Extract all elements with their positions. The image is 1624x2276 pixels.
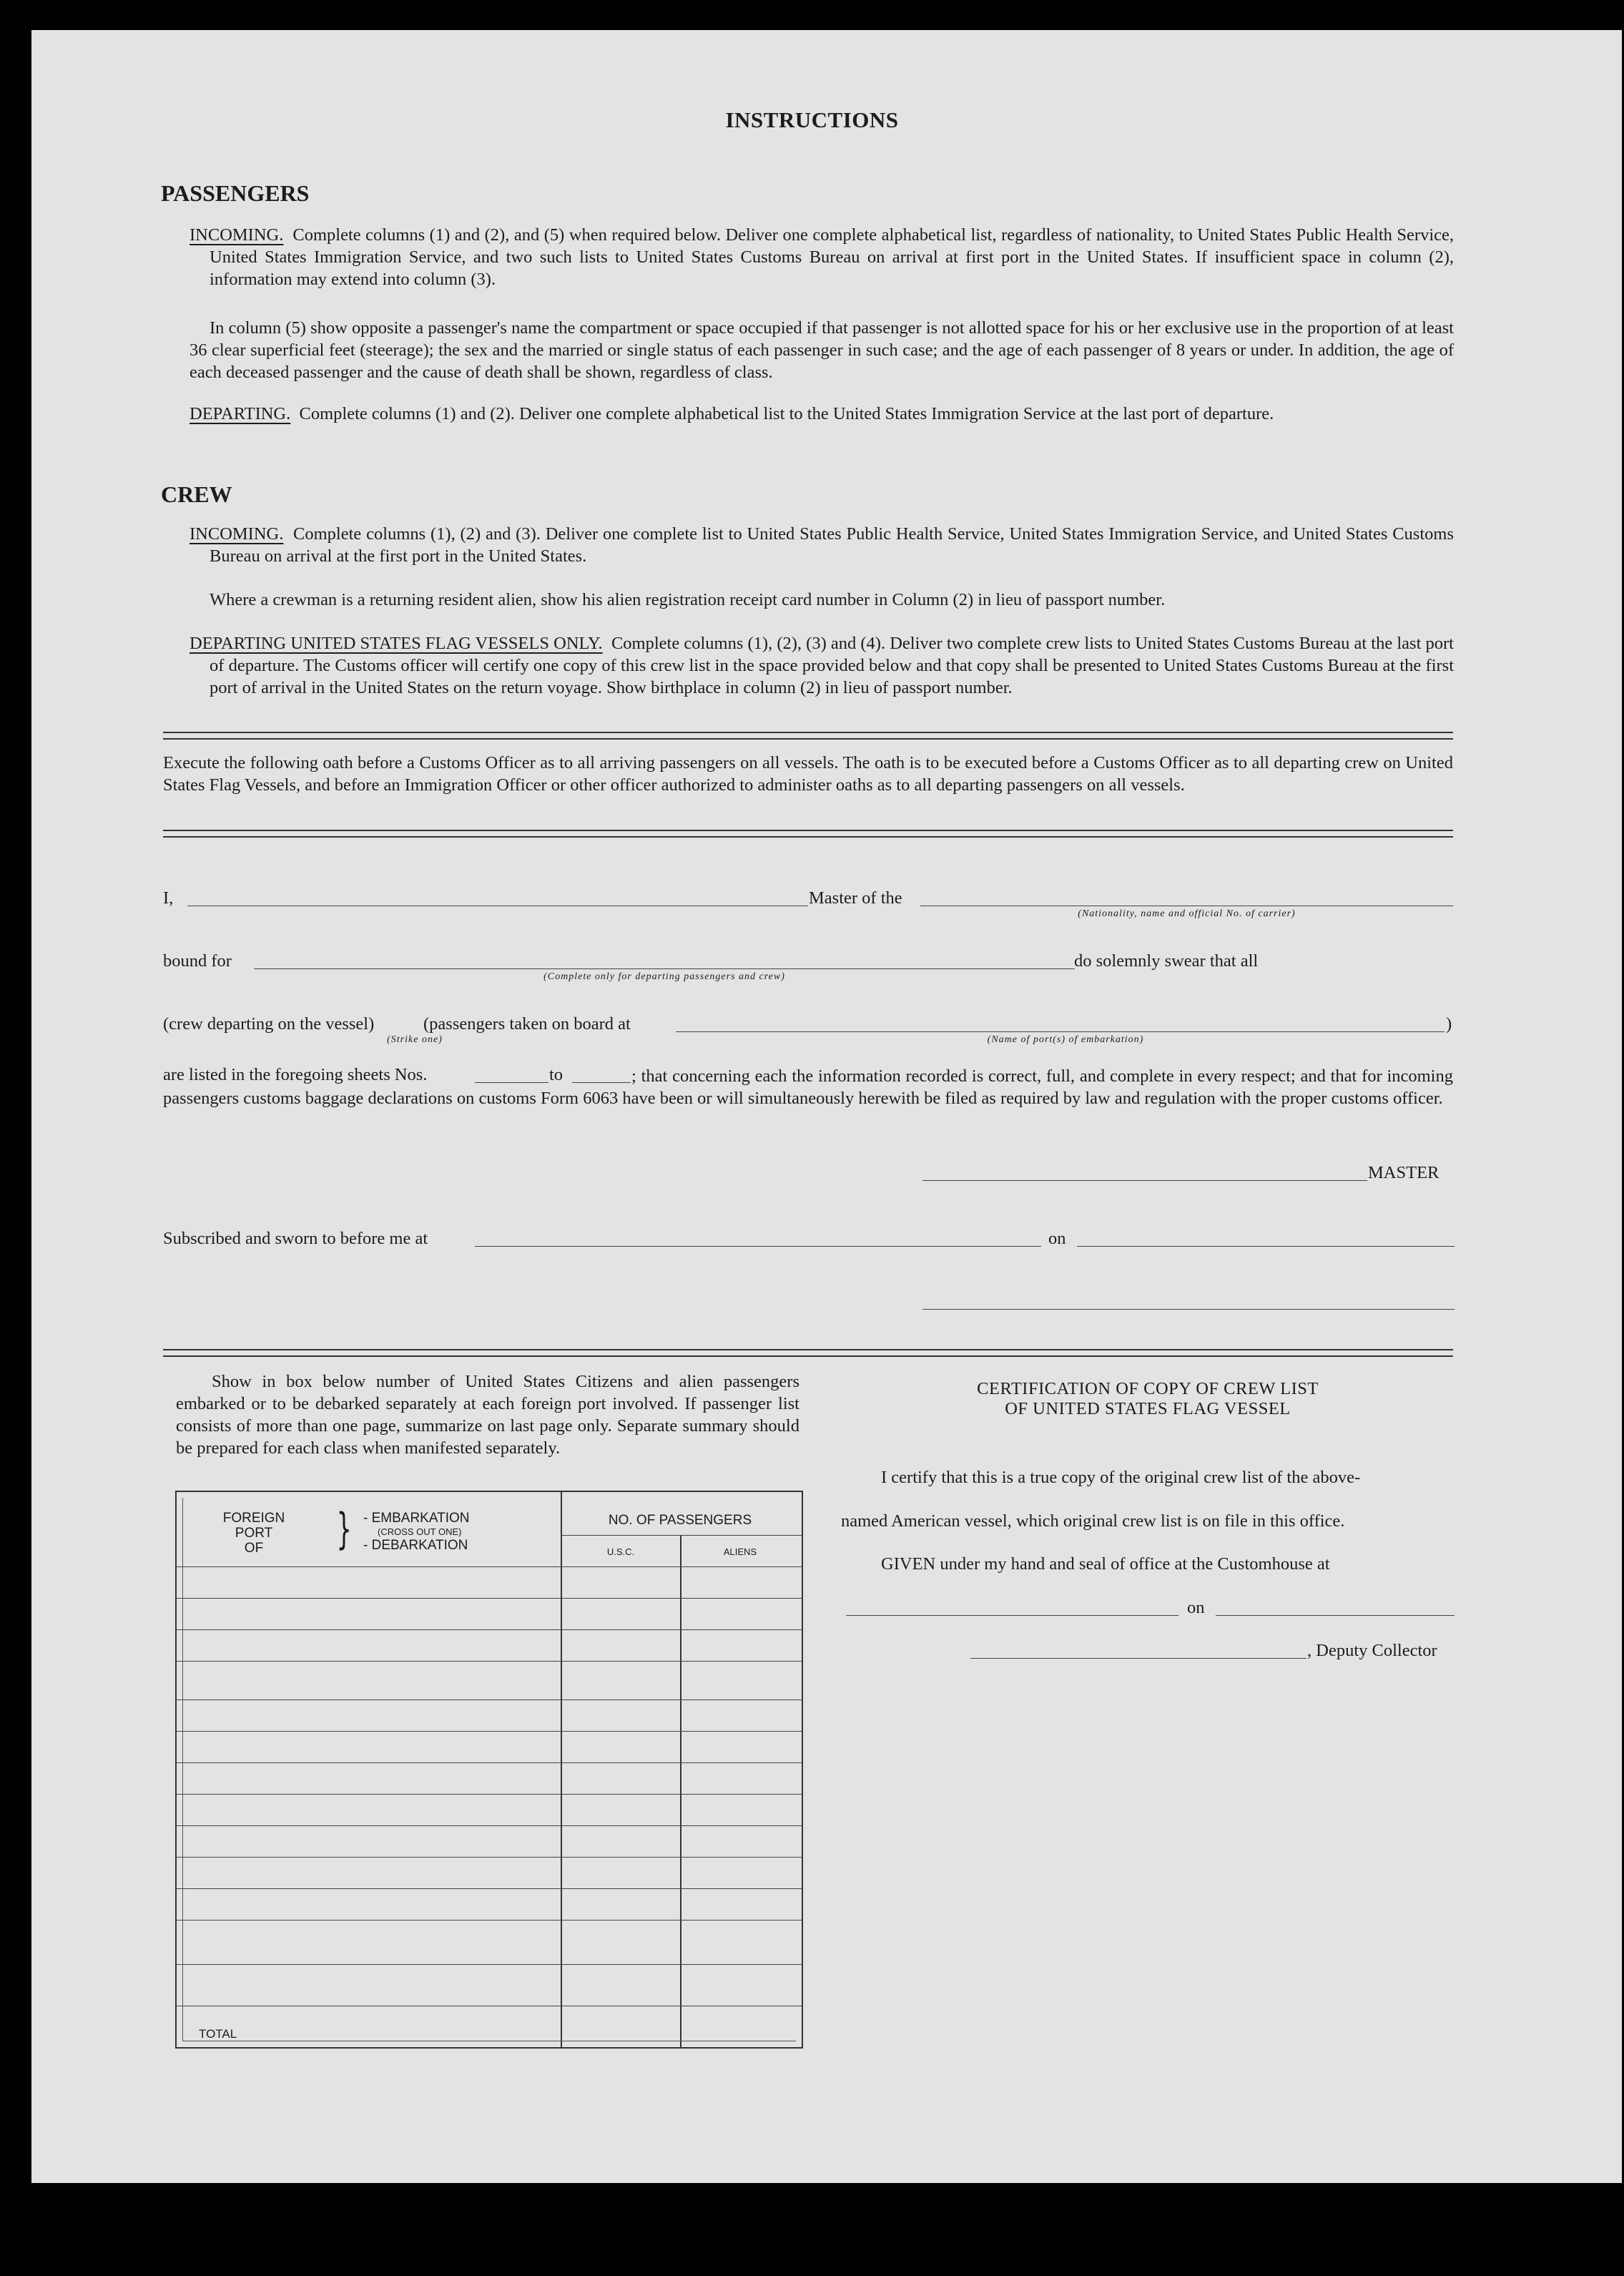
- passengers-departing-paragraph: [190, 403, 1454, 425]
- crew-incoming-text: Complete columns (1), (2) and (3). Deliver one complete list to United States Public Health Service, United States Immigration Service, and United States Customs Bureau on arrival at the first port in the United States.: [210, 524, 1454, 566]
- page-title: INSTRUCTIONS: [725, 107, 899, 132]
- embarkation-option[interactable]: - EMBARKATION: [363, 1511, 470, 1526]
- embarkation-ports-field[interactable]: [676, 1031, 1445, 1032]
- to-label: to: [549, 1065, 564, 1084]
- officer-signature-field[interactable]: [922, 1309, 1455, 1310]
- crew-resident-paragraph: Where a crewman is a returning resident alien, show his alien registration receipt card number in Column (2) in lieu of passport number.: [210, 590, 1166, 609]
- total-label: TOTAL: [199, 2027, 237, 2041]
- listed-statement: ; that concerning each the information recorded is correct, full, and complete in every respect; and that for incoming passengers customs baggage declarations on customs Form 6063 have been or will simultaneously herewith be filed as required by law and regulation with the proper customs officer.: [163, 1066, 1453, 1108]
- double-rule: [163, 732, 1453, 740]
- crew-departing-paragraph: [190, 632, 1454, 699]
- master-of-the-label: Master of the: [809, 888, 902, 908]
- crew-incoming-lead: INCOMING.: [190, 524, 284, 544]
- listed-sheets-label: are listed in the foregoing sheets Nos.: [163, 1065, 428, 1084]
- foreign-port-of-label: FOREIGN PORT OF: [222, 1511, 285, 1556]
- passengers-column5-paragraph: In column (5) show opposite a passenger's name the compartment or space occupied if that passenger is not allotted space for his or her exclusive use in the proportion of at least 36 clear superficial feet (steerage); the sex and the married or single status of each passenger in such case; and the age of each passenger of 8 years or under. In addition, the age of each deceased passenger and the cause of death shall be shown, regardless of class.: [190, 318, 1454, 382]
- nationality-hint: (Nationality, name and official No. of carrier): [1078, 908, 1296, 919]
- passenger-summary-table: [175, 1491, 803, 2049]
- sworn-on-label: on: [1048, 1229, 1066, 1248]
- ports-hint: (Name of port(s) of embarkation): [987, 1034, 1144, 1045]
- master-signature-field[interactable]: [922, 1180, 1367, 1181]
- certification-date-field[interactable]: [1216, 1615, 1455, 1616]
- passengers-heading: PASSENGERS: [161, 180, 310, 206]
- sworn-date-field[interactable]: [1077, 1246, 1455, 1247]
- brace-icon: }: [336, 1504, 352, 1554]
- certify-line-1: I certify that this is a true copy of the original crew list of the above-: [881, 1468, 1361, 1487]
- departing-hint: (Complete only for departing passengers and crew): [543, 971, 785, 982]
- passengers-departing-lead: DEPARTING.: [190, 404, 291, 423]
- bound-for-label: bound for: [163, 951, 232, 971]
- crew-departing-option[interactable]: (crew departing on the vessel): [163, 1014, 375, 1034]
- crew-departing-lead: DEPARTING UNITED STATES FLAG VESSELS ONLY.: [190, 634, 603, 653]
- strike-one-hint: (Strike one): [387, 1034, 443, 1045]
- bound-for-field[interactable]: [254, 968, 1075, 969]
- subscribed-label: Subscribed and sworn to before me at: [163, 1229, 428, 1248]
- cross-out-one-hint: (CROSS OUT ONE): [378, 1526, 462, 1537]
- double-rule: [163, 830, 1453, 838]
- double-rule: [163, 1349, 1453, 1357]
- close-paren: ): [1446, 1014, 1452, 1034]
- given-under-hand: GIVEN under my hand and seal of office at the Customhouse at: [881, 1554, 1330, 1574]
- usc-header: U.S.C.: [606, 1546, 635, 1557]
- debarkation-option[interactable]: - DEBARKATION: [363, 1538, 468, 1553]
- no-of-passengers-header: NO. OF PASSENGERS: [608, 1513, 752, 1528]
- crew-departing-text: Complete columns (1), (2), (3) and (4). Deliver two complete crew lists to United States Customs Bureau at the last port of departure. The Customs officer will certify one copy of this crew list in the space provided below and that copy shall be presented to United States Customs Bureau at the first port of arrival in the United States on the return voyage. Show birthplace in column (2) in lieu of passport number.: [210, 634, 1454, 697]
- certification-on-label: on: [1187, 1598, 1205, 1617]
- sworn-place-field[interactable]: [475, 1246, 1041, 1247]
- passengers-taken-option[interactable]: (passengers taken on board at: [423, 1014, 631, 1034]
- passengers-incoming-paragraph: [190, 224, 1455, 290]
- deputy-collector-label: , Deputy Collector: [1307, 1641, 1437, 1660]
- passengers-departing-text: Complete columns (1) and (2). Deliver one complete alphabetical list to the United States Immigration Service at the last port of departure.: [299, 404, 1274, 423]
- passengers-incoming-lead: INCOMING.: [190, 225, 284, 245]
- aliens-header: ALIENS: [723, 1546, 757, 1557]
- oath-instructions: Execute the following oath before a Customs Officer as to all arriving passengers on all vessels. The oath is to be executed before a Customs Officer as to all departing crew on United States Flag Vessels, and before an Immigration Officer or other officer authorized to administer oaths as to all departing passengers on all vessels.: [163, 753, 1453, 795]
- crew-heading: CREW: [161, 481, 232, 507]
- deputy-signature-field[interactable]: [970, 1658, 1306, 1659]
- customhouse-field[interactable]: [846, 1615, 1178, 1616]
- crew-incoming-paragraph: [190, 523, 1454, 567]
- master-label: MASTER: [1368, 1163, 1440, 1182]
- summary-instructions: Show in box below number of United States Citizens and alien passengers embarked or to be debarked separately at each foreign port involved. If passenger list consists of more than one page, summarize on last page only. Separate summary should be prepared for each class when manifested separately.: [176, 1372, 799, 1458]
- solemnly-swear-label: do solemnly swear that all: [1074, 951, 1259, 971]
- oath-i-label: I,: [163, 888, 174, 908]
- certify-line-2: named American vessel, which original crew list is on file in this office.: [841, 1511, 1345, 1531]
- passengers-incoming-text: Complete columns (1) and (2), and (5) when required below. Deliver one complete alphabetical list, regardless of nationality, to United States Public Health Service, United States Immigration Service, and two such lists to United States Customs Bureau on arrival at first port in the United States. If insufficient space in column (2), information may extend into column (3).: [210, 225, 1455, 289]
- certification-title: CERTIFICATION OF COPY OF CREW LIST OF UNITED STATES FLAG VESSEL: [977, 1379, 1319, 1418]
